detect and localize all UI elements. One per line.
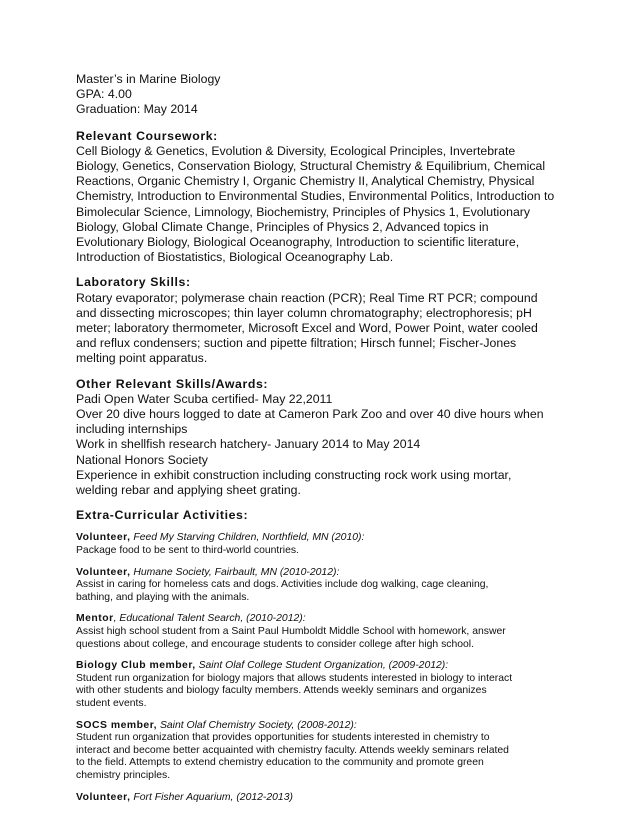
coursework-line: Chemistry, Introduction to Environmental Studies, Environmental Politics, Introduction to [76, 189, 555, 204]
lab-skills-line: meter; laboratory thermometer, Microsoft Excel and Word, Power Point, water cooled [76, 321, 538, 336]
activity-description: Student run organization for biology majors that allows students interested in biology to interact [76, 672, 513, 684]
activity-item [76, 660, 576, 710]
activity-role: Volunteer, [76, 791, 131, 803]
coursework-section [76, 129, 576, 266]
activity-org: Fort Fisher Aquarium, (2012-2013) [133, 791, 293, 803]
activity-role: Volunteer, [76, 566, 131, 578]
activity-item [76, 613, 576, 651]
coursework-heading: Relevant Coursework: [76, 128, 218, 143]
activity-header [76, 792, 576, 805]
activity-org: Saint Olaf Chemistry Society, (2008-2012): [159, 719, 357, 731]
activity-role: SOCS member, [76, 719, 158, 731]
activity-description: to the field. Attempts to extend chemistry education to the community and promote green [76, 757, 484, 769]
activity-description: bathing, and playing with the animals. [76, 591, 250, 603]
lab-skills-line: and reflux condensers; suction and pipette filtration; Hirsch funnel; Fischer-Jones [76, 336, 517, 351]
coursework-line: Bimolecular Science, Limnology, Biochemistry, Principles of Physics 1, Evolutionary [76, 204, 531, 219]
activity-description: Assist high school student from a Saint Paul Humboldt Middle School with homework, answer [76, 626, 506, 638]
lab-skills-heading: Laboratory Skills: [76, 275, 191, 290]
activity-org: Humane Society, Fairbault, MN (2010-2012): [133, 566, 340, 578]
activity-org: Feed My Starving Children, Northfield, MN (2010): [133, 532, 365, 544]
other-skills-line: including internships [76, 422, 188, 437]
activity-org: Saint Olaf College Student Organization, (2009-2012): [198, 660, 449, 672]
graduation-line: Graduation: May 2014 [76, 102, 198, 117]
lab-skills-line: melting point apparatus. [76, 351, 208, 366]
coursework-line: Biology, Global Climate Change, Principles of Physics 2, Advanced topics in [76, 219, 489, 234]
other-skills-line: Over 20 dive hours logged to date at Cameron Park Zoo and over 40 dive hours when [76, 407, 544, 422]
activity-role: Mentor [76, 613, 114, 625]
resume-content [76, 72, 576, 804]
activity-item [76, 567, 576, 605]
other-skills-line: Padi Open Water Scuba certified- May 22,2011 [76, 391, 333, 406]
activity-description: chemistry principles. [76, 769, 171, 781]
degree-line: Master’s in Marine Biology [76, 72, 221, 86]
activity-header [76, 660, 576, 673]
extracurricular-section [76, 508, 576, 804]
activity-item [76, 720, 576, 783]
activity-item [76, 532, 576, 557]
activity-description: student events. [76, 698, 147, 710]
activity-description: Student run organization that provides opportunities for students interested in chemistry to [76, 732, 490, 744]
activity-header [76, 613, 576, 626]
education-block [76, 72, 576, 118]
activity-description: Assist in caring for homeless cats and dogs. Activities include dog walking, cage cleaning, [76, 579, 489, 591]
activity-header [76, 720, 576, 733]
extracurricular-heading: Extra-Curricular Activities: [76, 508, 249, 523]
coursework-line: Introduction of Biostatistics, Biological Oceanography Lab. [76, 250, 394, 265]
coursework-line: Cell Biology & Genetics, Evolution & Diversity, Ecological Principles, Invertebrate [76, 143, 516, 158]
lab-skills-line: Rotary evaporator; polymerase chain reaction (PCR); Real Time RT PCR; compound [76, 290, 538, 305]
activity-description: interact and become better acquainted with chemistry faculty. Attends weekly seminars related [76, 744, 509, 756]
activity-description: Package food to be sent to third-world countries. [76, 545, 299, 557]
activity-description: questions about college, and encourage students to consider college after high school. [76, 638, 475, 650]
activity-role: Volunteer, [76, 532, 131, 544]
activity-header [76, 567, 576, 580]
lab-skills-line: and dissecting microscopes; thin layer column chromatography; electrophoresis; pH [76, 305, 532, 320]
lab-skills-section [76, 275, 576, 366]
gpa-line: GPA: 4.00 [76, 87, 132, 102]
activity-item [76, 792, 576, 805]
other-skills-line: National Honors Society [76, 452, 208, 467]
activity-role: Biology Club member, [76, 660, 196, 672]
other-skills-line: Work in shellfish research hatchery- January 2014 to May 2014 [76, 437, 421, 452]
other-skills-line: welding rebar and applying sheet grating. [76, 483, 301, 498]
other-skills-line: Experience in exhibit construction including constructing rock work using mortar, [76, 467, 512, 482]
activity-header [76, 532, 576, 545]
coursework-line: Biology, Genetics, Conservation Biology, Structural Chemistry & Equilibrium, Chemical [76, 159, 546, 174]
activity-org: , Educational Talent Search, (2010-2012): [113, 613, 306, 625]
coursework-line: Evolutionary Biology, Biological Oceanography, Introduction to scientific literature, [76, 235, 520, 250]
activity-description: with other students and biology faculty members. Attends weekly seminars and organizes [76, 685, 487, 697]
other-skills-heading: Other Relevant Skills/Awards: [76, 376, 269, 391]
coursework-line: Reactions, Organic Chemistry I, Organic Chemistry II, Analytical Chemistry, Physical [76, 174, 535, 189]
other-skills-section [76, 377, 576, 499]
